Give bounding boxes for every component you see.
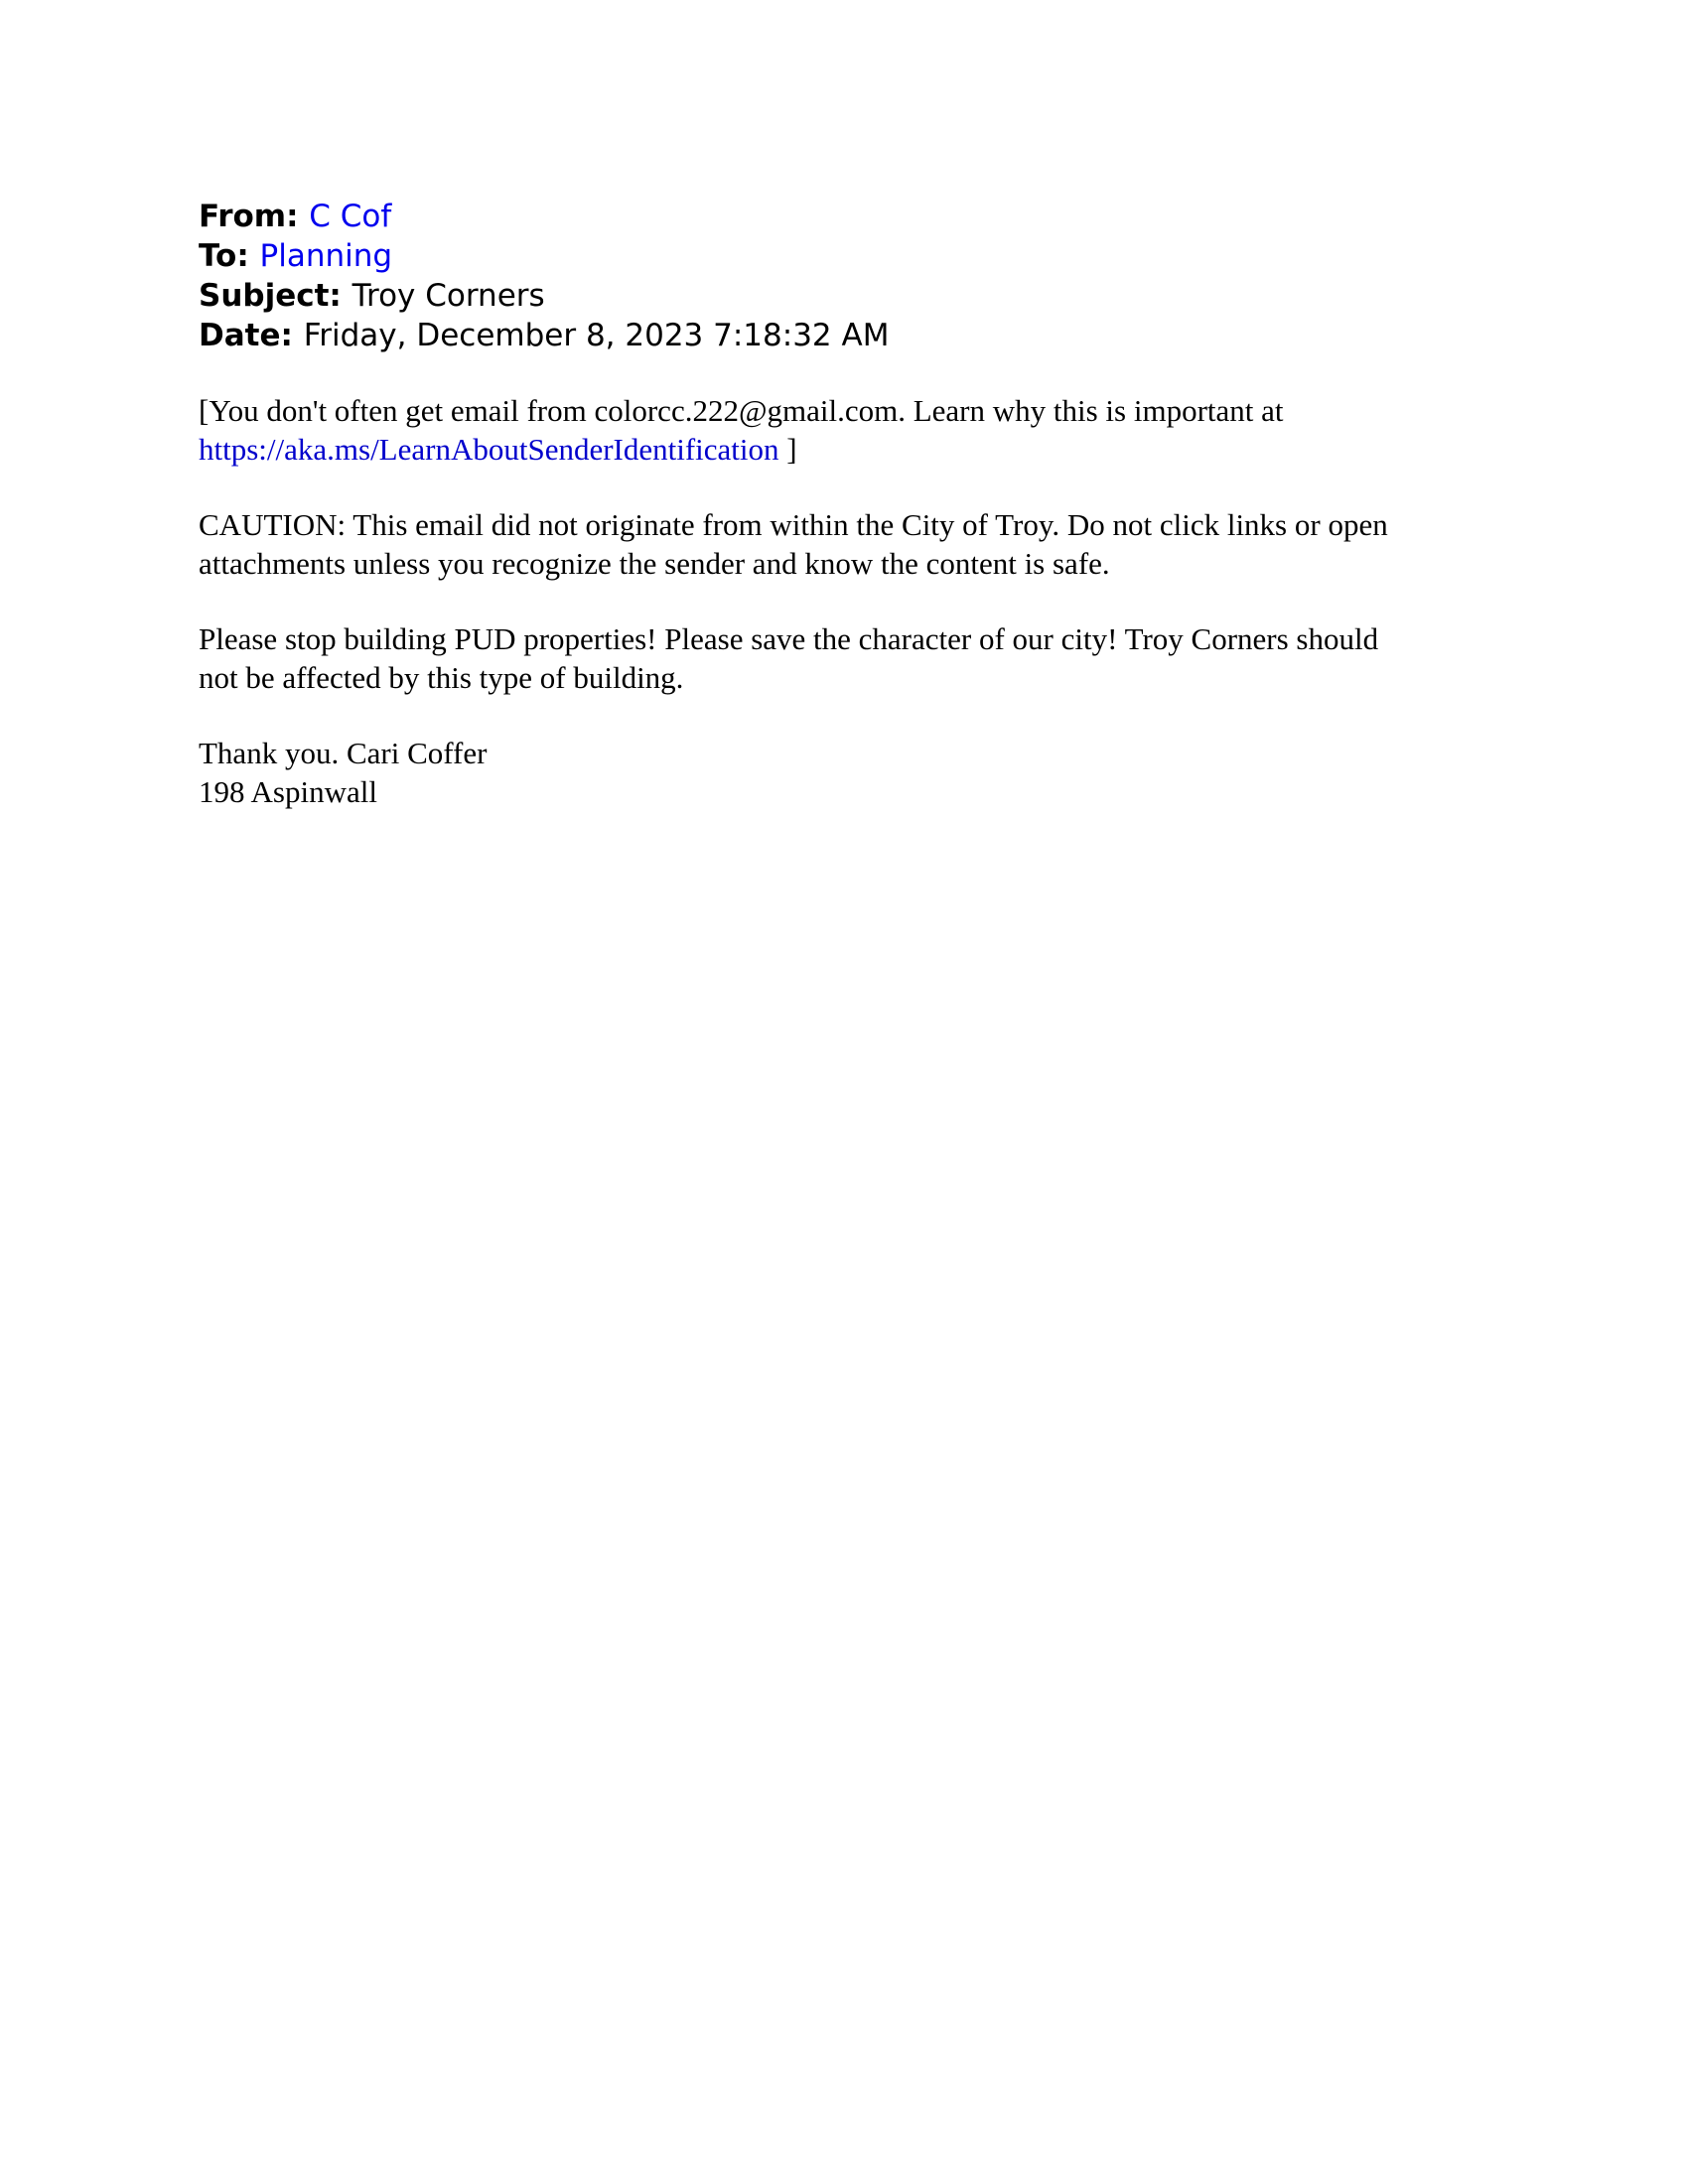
notice-line: [You don't often get email from colorcc.222@gmail.com. Learn why this is important at [199, 393, 1284, 428]
from-sender-link[interactable]: C Cof [309, 199, 392, 234]
signature-address: 198 Aspinwall [199, 774, 377, 809]
notice-link-line [199, 430, 1509, 469]
signoff-block [199, 734, 1509, 811]
subject-value: Troy Corners [352, 278, 545, 314]
caution-line: attachments unless you recognize the sender and know the content is safe. [199, 546, 1110, 581]
caution-paragraph [199, 505, 1509, 583]
from-row [199, 197, 1509, 236]
message-line: not be affected by this type of building. [199, 660, 684, 695]
from-label: From: [199, 199, 310, 234]
notice-closing-bracket: ] [778, 432, 797, 467]
to-row [199, 236, 1509, 276]
to-recipient-link[interactable]: Planning [259, 238, 393, 274]
caution-line: CAUTION: This email did not originate from within the City of Troy. Do not click links or open [199, 507, 1388, 542]
sender-identification-link[interactable]: https://aka.ms/LearnAboutSenderIdentification [199, 432, 779, 467]
date-value: Friday, December 8, 2023 7:18:32 AM [303, 318, 890, 353]
date-label: Date: [199, 318, 304, 353]
subject-row [199, 276, 1509, 316]
signature-name: Thank you. Cari Coffer [199, 736, 488, 770]
subject-label: Subject: [199, 278, 352, 314]
email-header [199, 197, 1509, 355]
message-line: Please stop building PUD properties! Please save the character of our city! Troy Corners should [199, 621, 1379, 656]
sender-notice [199, 391, 1509, 469]
message-paragraph [199, 619, 1509, 697]
to-label: To: [199, 238, 260, 274]
date-row [199, 316, 1509, 355]
email-document [199, 197, 1509, 811]
